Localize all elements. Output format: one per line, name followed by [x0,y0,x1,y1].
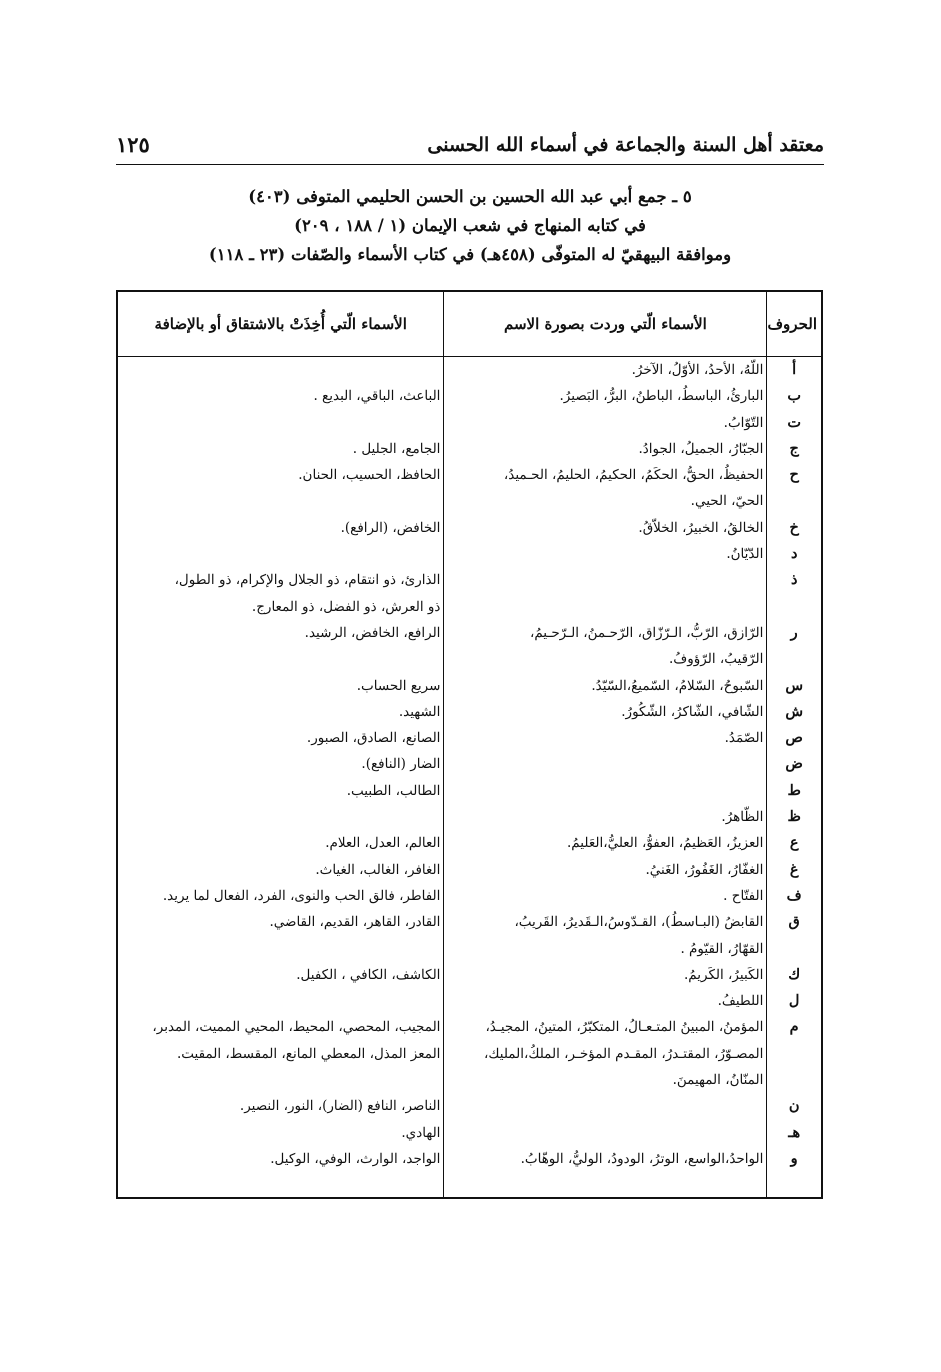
letter-item: ر [790,623,798,641]
letter-item: ت [787,413,801,431]
letters-column [767,357,822,1199]
letter-item: ظ [787,808,801,826]
derived-name-line: ذو العرش، ذو الفضل، ذو المعارج. [251,598,441,615]
letter-item [767,646,821,672]
letter-item: ف [786,886,802,904]
letter-item: ط [787,781,801,799]
direct-name-line: المنّانُ، المهيمنَ. [672,1072,764,1089]
derived-name-line: الكاشف، الكافي ، الكفيل. [296,966,441,983]
direct-name-line: الكَبيرُ، الكَريمُ. [683,966,764,983]
heading-line-3: وموافقة البيهقيّ له المتوفّى (٤٥٨هـ) في كتاب الأسماء والصّفات (٢٣ ـ ١١٨) [208,245,732,264]
letter-item: ذ [790,571,798,589]
running-head-title: معتقد أهل السنة والجماعة في أسماء الله الحسنى [427,134,824,156]
letter-item: م [789,1018,799,1036]
letter-item: ق [788,913,800,931]
header-derived-names: الأسماء الّتي أُخِذَتْ بالاشتقاق أو بالإضافة [117,291,444,357]
direct-name-line [444,778,766,804]
letter-item [767,1067,821,1093]
direct-name-line: اللطيفُ. [717,993,764,1010]
derived-name-line: الغافر، الغالب، الغياث. [315,861,441,878]
derived-name-line [118,804,443,830]
direct-name-line: الغفّارُ، الغَفُورُ، الغَنيُ. [645,861,764,878]
direct-name-line [444,1120,766,1146]
derived-name-line: الرافع، الخافض، الرشيد. [304,624,441,641]
direct-name-line: الشّافي، الشّاكرُ، الشّكُورُ. [621,703,764,720]
direct-name-line: المؤمنُ، المبينُ المتـعـالُ، المتكبّرُ، المتينُ، المجيـدُ، [485,1019,764,1036]
letter-item: ح [789,466,799,484]
derived-name-line [118,988,443,1014]
derived-name-line: المعز المذل، المعطي المانع، المقسط، المقيت. [177,1045,441,1062]
derived-name-line [118,410,443,436]
letter-item: خ [789,518,799,536]
direct-name-line: السّبوحُ، السّلامُ، السّميعُ،السّيّدُ. [591,677,764,694]
letter-item: غ [789,860,799,878]
header-letters: الحروف [767,291,822,357]
derived-name-line: الخافض، (الرافع). [340,519,441,536]
derived-name-line: الجامع، الجليل . [352,440,441,457]
direct-name-line: الجبّارُ، الجميلُ، الجوادُ. [638,440,764,457]
direct-name-line [444,1093,766,1119]
derived-name-line: الصانع، الصادق، الصبور. [306,730,441,747]
names-table [116,290,823,1199]
letter-item [767,488,821,514]
direct-names-column [444,357,767,1199]
section-heading [116,182,824,269]
derived-name-line: الهادي. [401,1124,441,1141]
derived-name-line: الذارئ، ذو انتقام، ذو الجلال والإكرام، ذو الطول، [174,572,441,589]
letter-item: ج [789,439,799,457]
derived-name-line: المجيب، المحصي، المحيط، المحيي المميت، المدبر، [152,1019,441,1036]
letter-item: ص [785,729,803,747]
direct-name-line: الظّاهرُ. [721,809,764,826]
letter-item: ل [788,992,800,1010]
direct-name-line: التّوّابُ. [723,414,764,431]
heading-line-1: ٥ ـ جمع أبي عبد الله الحسين بن الحسن الحليمي المتوفى (٤٠٣) [248,187,692,206]
letter-item: ض [785,755,803,773]
direct-name-line: الخالقُ، الخبيرُ، الخلاّقُ. [638,519,764,536]
derived-name-line [118,1067,443,1093]
letter-item: ب [787,387,801,405]
derived-name-line [118,936,443,962]
letter-item: ش [785,702,804,720]
letter-item: ك [788,965,801,983]
direct-name-line [444,594,766,620]
letter-item [767,594,821,620]
direct-name-line: اللّهُ، الأحدُ، الأوّلُ، الآخرُ. [631,362,764,378]
derived-name-line: الشهيد. [398,703,441,720]
direct-name-line: الفتّاح . [723,887,764,904]
derived-name-line: العالم، العدل، العلام. [325,835,441,852]
letter-item: د [790,545,798,563]
header-direct-names: الأسماء الّتي وردت بصورة الاسم [444,291,767,357]
derived-names-column [117,357,444,1199]
derived-name-line: الباعث، الباقي، البديع . [313,388,441,405]
direct-name-line: الحيّ، الحيي. [690,493,764,510]
derived-name-line [118,488,443,514]
table-header-row [117,291,822,357]
letter-item [767,936,821,962]
direct-name-line: الواحدُ،الواسع، الوترُ، الودودُ، الوليُّ، الوهّابُ. [520,1150,764,1167]
direct-name-line: الصّمَدُ. [724,730,764,747]
letter-item: و [790,1149,798,1167]
direct-name-line: القهّارُ، القيّومُ . [680,940,764,957]
derived-name-line: الحافظ، الحسيب، الحنان. [298,467,441,484]
page-number: ١٢٥ [116,132,150,157]
running-head [116,130,824,165]
direct-name-line: الرّقيبُ، الرّؤوفُ. [668,651,764,668]
derived-name-line: الناصر، النافع (الضار)، النور، النصير. [239,1098,441,1115]
letter-item [767,1041,821,1067]
direct-name-line: الحفيظُ، الحقُّ، الحكَمُ، الحكيمُ، الحليمُ، الحـميدُ، [503,467,764,484]
table-body-row [117,357,822,1199]
direct-name-line: البارئُ، الباسطُ، الباطنُ، البرُّ، البَصيرُ. [559,388,764,405]
derived-name-line: الطالب، الطبيب. [346,782,441,799]
letter-item: ع [789,834,799,852]
letter-item: ن [788,1097,800,1115]
derived-name-line: سريع الحساب. [356,677,441,694]
direct-name-line: القابضُ (البـاسطُ)، القـدّوسُ،الـقَديرُ، القَريبُ، [514,914,764,931]
derived-name-line [118,646,443,672]
heading-line-2: في كتابه المنهاج في شعب الإيمان (١ / ١٨٨ ، ٢٠٩) [294,216,646,235]
direct-name-line: المصـوّرُ، المقتـدرُ، المقـدم المؤخـر، الملكُ،المليك، [484,1045,764,1062]
letter-item: س [785,676,804,694]
direct-name-line: الرّازق، الرّبُّ، الـرّزّاق، الرّحـمنُ، الـرّحـيمُ، [529,624,764,641]
derived-name-line [118,541,443,567]
letter-item: هـ [788,1123,801,1141]
letter-item: أ [792,361,797,378]
direct-name-line [444,567,766,593]
derived-name-line: الفاطر، فالق الحب والنوى، الفرد، الفعال لما يريد. [162,887,441,904]
derived-name-line [118,357,443,383]
derived-name-line: القادر، القاهر، القديم، القاضي. [269,914,441,931]
direct-name-line: العزيزُ، العَظيمُ، العفوُّ، العليُّ،العَليمُ. [567,835,764,852]
derived-name-line: الضار (النافع). [361,756,441,773]
direct-name-line [444,751,766,777]
derived-name-line: الواجد، الوارث، الوفي، الوكيل. [270,1150,441,1167]
direct-name-line: الدّيّانُ. [726,546,764,563]
